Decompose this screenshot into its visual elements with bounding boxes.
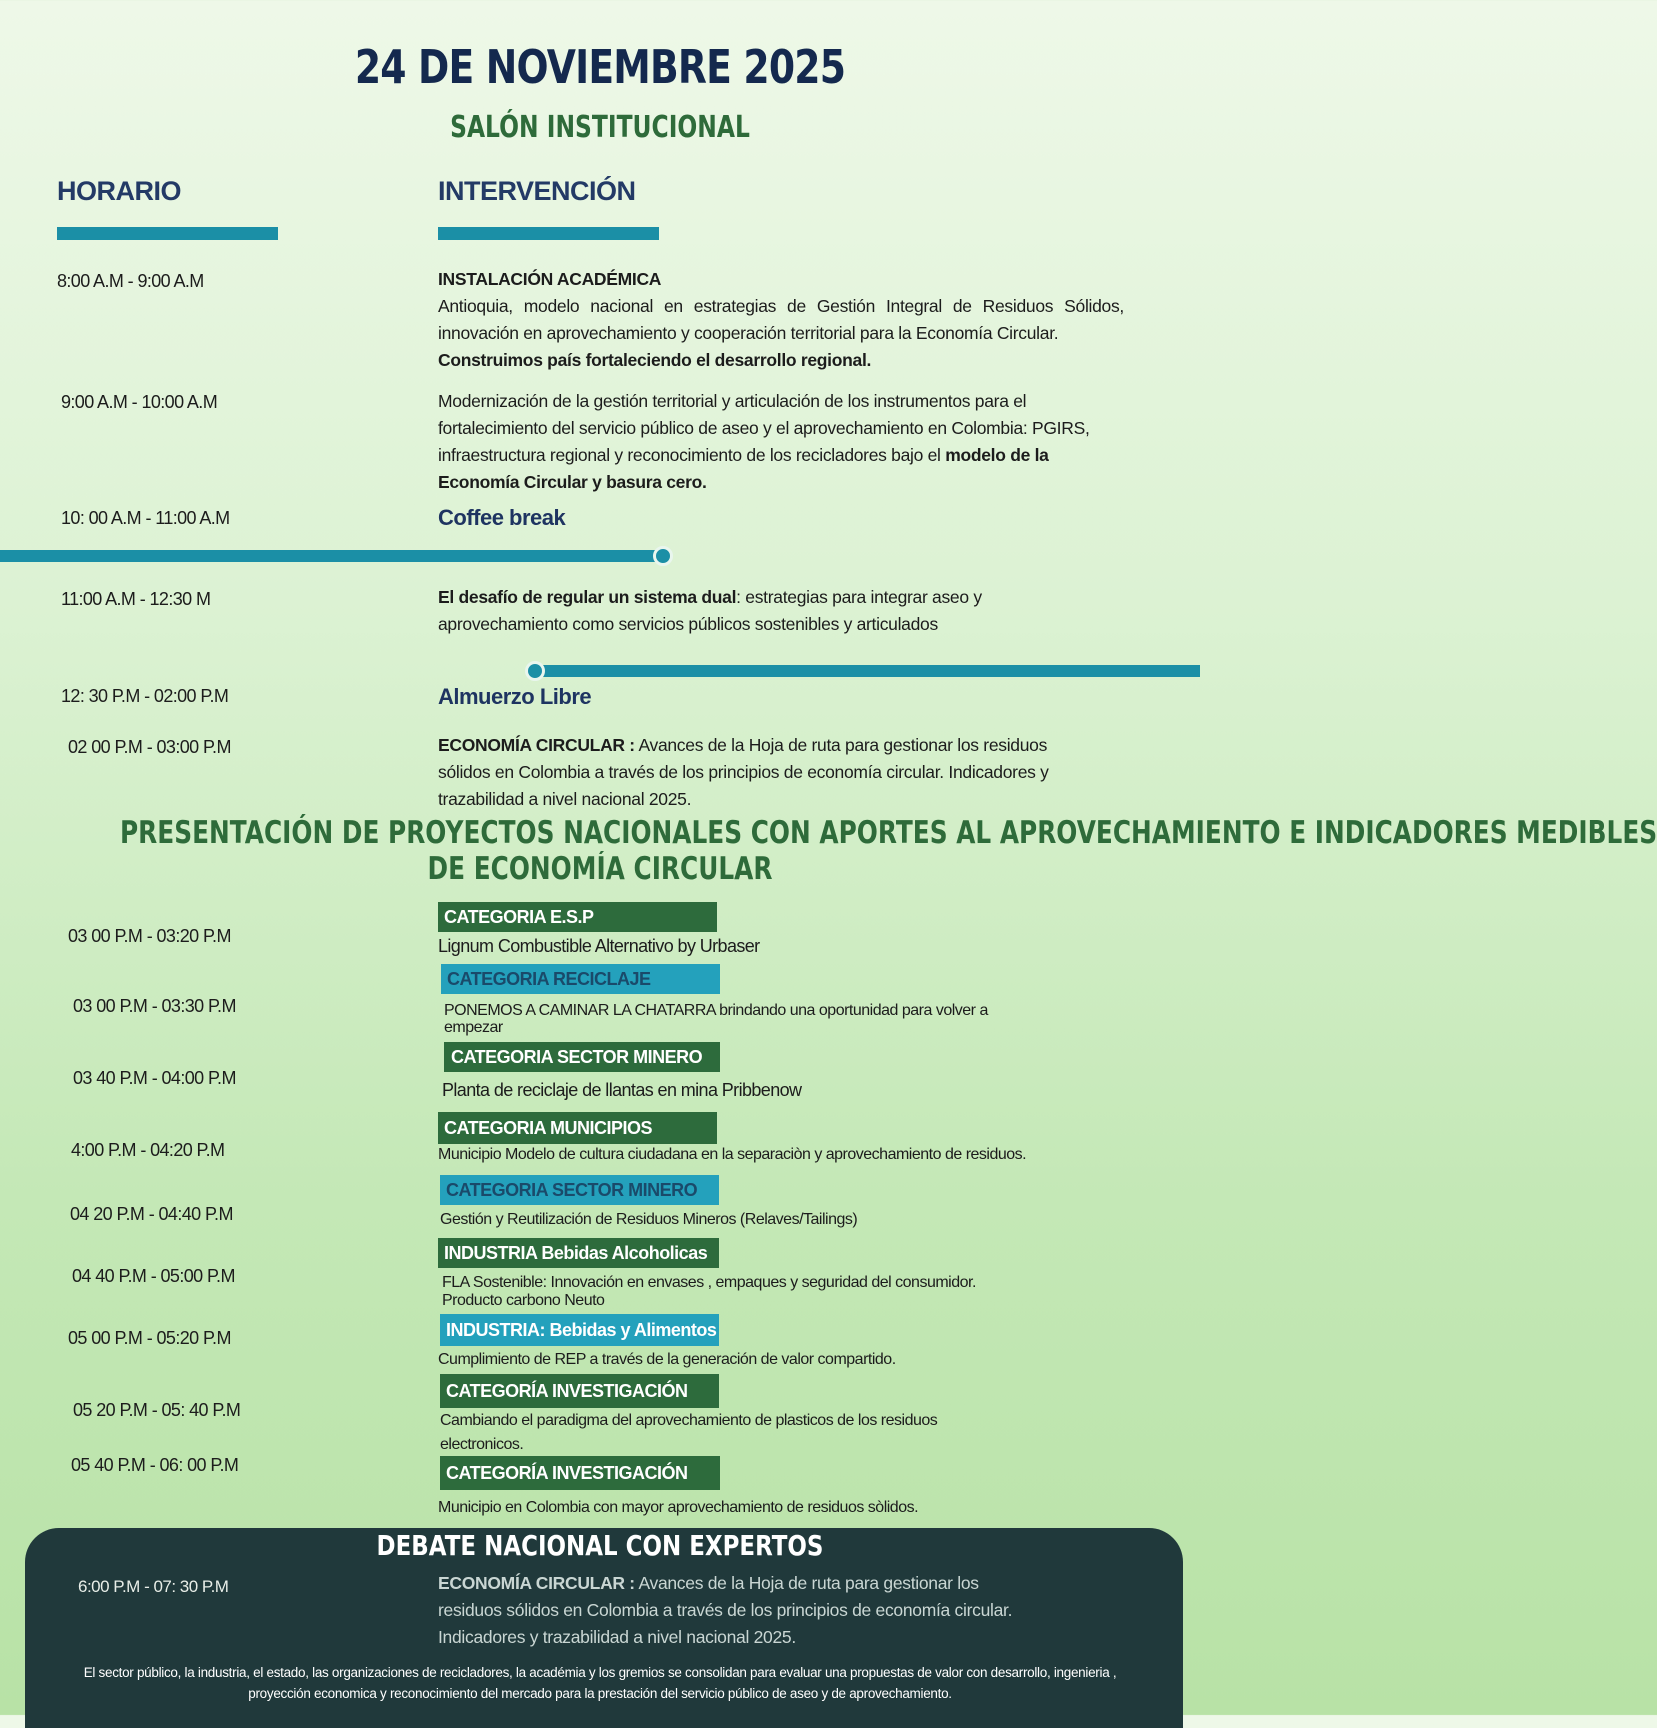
schedule-time-3: 10: 00 A.M - 11:00 A.M — [61, 508, 230, 528]
project-time-1: 03 00 P.M - 03:20 P.M — [68, 926, 231, 946]
schedule-bold-1: Construimos país fortaleciendo el desarrollo regional. — [438, 350, 872, 370]
project-desc-9: Municipio en Colombia con mayor aprovechamiento de residuos sòlidos. — [438, 1499, 919, 1516]
project-category-6: INDUSTRIA Bebidas Alcoholicas — [438, 1238, 719, 1268]
schedule-time-4: 11:00 A.M - 12:30 M — [61, 589, 211, 609]
project-desc-3: Planta de reciclaje de llantas en mina Pribbenow — [442, 1080, 802, 1100]
schedule-bold-6: ECONOMÍA CIRCULAR : — [438, 735, 635, 755]
schedule-text-4: : estrategias para integrar aseo y aprovechamiento como servicios públicos sostenibles y articulados — [438, 587, 982, 634]
coffee-break-label: Coffee break — [438, 505, 566, 530]
event-venue: SALÓN INSTITUCIONAL — [450, 110, 750, 145]
project-time-3: 03 40 P.M - 04:00 P.M — [73, 1068, 236, 1088]
debate-time: 6:00 P.M - 07: 30 P.M — [78, 1577, 229, 1596]
debate-title: DEBATE NACIONAL CON EXPERTOS — [376, 1529, 824, 1562]
project-desc-2: PONEMOS A CAMINAR LA CHATARRA brindando una oportunidad para volver a empezar — [444, 1002, 988, 1036]
project-desc-5: Gestión y Reutilización de Residuos Mineros (Relaves/Tailings) — [440, 1211, 858, 1228]
project-category-9: CATEGORÍA INVESTIGACIÓN — [440, 1456, 720, 1490]
schedule-bold-2: modelo de la Economía Circular y basura cero. — [438, 445, 1049, 492]
project-desc-6: FLA Sostenible: Innovación en envases , empaques y seguridad del consumidor. — [442, 1274, 976, 1291]
schedule-text-2: Modernización de la gestión territorial y articulación de los instrumentos para el fortalecimiento del servicio público de aseo y el aprovechamiento en Colombia: PGIRS, infraestructura regional y reconocimiento de los recicladores bajo el — [438, 391, 1090, 465]
project-time-6: 04 40 P.M - 05:00 P.M — [72, 1266, 235, 1286]
timeline-divider-left — [0, 550, 664, 562]
schedule-item-1 — [438, 266, 1124, 374]
schedule-time-1: 8:00 A.M - 9:00 A.M — [57, 271, 204, 291]
debate-desc — [438, 1570, 1038, 1651]
timeline-dot-left — [653, 546, 673, 566]
debate-text: Avances de la Hoja de ruta para gestionar los residuos sólidos en Colombia a través de los principios de economía circular. Indicadores y trazabilidad a nivel nacional 2025. — [438, 1573, 1013, 1647]
project-category-7: INDUSTRIA: Bebidas y Alimentos — [440, 1314, 719, 1346]
debate-footer: El sector público, la industria, el estado, las organizaciones de recicladores, la académia y los gremios se consolidan para evaluar una propuestas de valor con desarrollo, ingenieria , proyección economica y reconocimiento del mercado para la prestación del servicio público de aseo y de aprovechamiento. — [83, 1665, 1117, 1701]
schedule-time-6: 02 00 P.M - 03:00 P.M — [68, 737, 231, 757]
schedule-item-4 — [438, 584, 1058, 638]
project-category-3: CATEGORIA SECTOR MINERO — [444, 1042, 720, 1072]
schedule-item-2 — [438, 388, 1114, 496]
project-desc-8: Cambiando el paradigma del aprovechamiento de plasticos de los residuos — [440, 1412, 938, 1429]
schedule-title-1: INSTALACIÓN ACADÉMICA — [438, 269, 662, 289]
timeline-divider-right — [535, 665, 1200, 677]
projects-heading-line1: PRESENTACIÓN DE PROYECTOS NACIONALES CON APORTES AL APROVECHAMIENTO E INDICADORES MEDIBLES — [120, 815, 1657, 851]
project-category-1: CATEGORIA E.S.P — [438, 902, 717, 932]
schedule-text-1: Antioquia, modelo nacional en estrategias de Gestión Integral de Residuos Sólidos, innovación en aprovechamiento y cooperación territorial para la Economía Circular. — [438, 296, 1124, 343]
schedule-time-2: 9:00 A.M - 10:00 A.M — [61, 392, 218, 412]
schedule-item-6 — [438, 732, 1078, 813]
column-head-time: HORARIO — [57, 176, 181, 206]
column-underline-time — [57, 227, 278, 240]
project-category-5: CATEGORIA SECTOR MINERO — [440, 1175, 719, 1205]
project-time-7: 05 00 P.M - 05:20 P.M — [68, 1328, 231, 1348]
project-time-2: 03 00 P.M - 03:30 P.M — [73, 996, 236, 1016]
project-desc-8b: electronicos. — [440, 1436, 524, 1453]
project-category-4: CATEGORIA MUNICIPIOS — [438, 1112, 717, 1144]
column-head-intervention: INTERVENCIÓN — [438, 176, 636, 206]
project-time-8: 05 20 P.M - 05: 40 P.M — [73, 1400, 241, 1420]
project-time-5: 04 20 P.M - 04:40 P.M — [70, 1204, 233, 1224]
schedule-time-5: 12: 30 P.M - 02:00 P.M — [61, 686, 229, 706]
project-category-2: CATEGORIA RECICLAJE — [441, 964, 720, 994]
project-desc-7: Cumplimiento de REP a través de la generación de valor compartido. — [438, 1351, 896, 1368]
schedule-text-6: Avances de la Hoja de ruta para gestionar los residuos sólidos en Colombia a través de los principios de economía circular. Indicadores y trazabilidad a nivel nacional 2025. — [438, 735, 1049, 809]
event-date: 24 DE NOVIEMBRE 2025 — [354, 40, 846, 94]
schedule-bold-4: El desafío de regular un sistema dual — [438, 587, 737, 607]
project-desc-4: Municipio Modelo de cultura ciudadana en la separaciòn y aprovechamiento de residuos. — [438, 1146, 1027, 1163]
project-time-4: 4:00 P.M - 04:20 P.M — [71, 1140, 225, 1160]
project-time-9: 05 40 P.M - 06: 00 P.M — [71, 1455, 239, 1475]
column-underline-intervention — [438, 227, 659, 240]
project-desc-6b: Producto carbono Neuto — [442, 1292, 605, 1309]
projects-heading-line2: DE ECONOMÍA CIRCULAR — [427, 851, 773, 887]
project-category-8: CATEGORÍA INVESTIGACIÓN — [440, 1374, 719, 1408]
lunch-label: Almuerzo Libre — [438, 684, 592, 709]
debate-bold: ECONOMÍA CIRCULAR : — [438, 1573, 635, 1593]
project-desc-1: Lignum Combustible Alternativo by Urbaser — [438, 936, 760, 956]
timeline-dot-right — [525, 661, 545, 681]
